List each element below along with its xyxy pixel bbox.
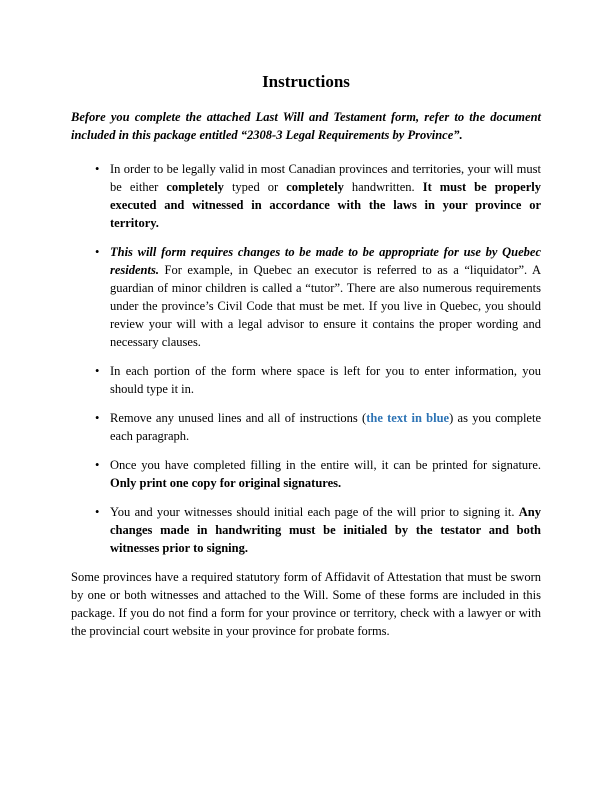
list-item-text	[110, 458, 541, 490]
list-item-text	[110, 245, 541, 349]
page-title: Instructions	[262, 72, 350, 91]
text-run: typed or	[223, 180, 287, 194]
text-run: completely	[166, 180, 224, 194]
closing-paragraph	[71, 568, 541, 640]
bullet-icon: •	[95, 245, 100, 259]
list-item-text	[110, 411, 541, 443]
bullet-icon: •	[95, 162, 100, 176]
text-run: Before you complete the attached Last Will and Testament form, refer to the document included in this package entitled “2308-3 Legal Requirements by Province”.	[71, 110, 541, 142]
text-run: This will form requires changes to be made to be appropriate for use by Quebec residents.	[110, 245, 541, 277]
text-run: It must be properly executed and witnessed in accordance with the laws in your province or territory.	[110, 180, 542, 230]
list-item-initial-pages	[71, 503, 541, 557]
text-run: the text in blue	[366, 411, 450, 425]
list-item-print-copy	[71, 456, 541, 492]
text-run: Once you have completed filling in the entire will, it can be printed for signature.	[110, 458, 541, 472]
text-run: handwritten.	[343, 180, 423, 194]
list-item-text	[110, 364, 541, 396]
text-run: In order to be legally valid in most Canadian provinces and territories, your will must be either	[110, 162, 541, 194]
text-run: Some provinces have a required statutory form of Affidavit of Attestation that must be sworn by one or both witnesses and attached to the Will. Some of these forms are included in this package. If you do not find a form for your province or territory, check with a lawyer or with the provincial court website in your province for probate forms.	[71, 570, 541, 638]
list-item-text	[110, 162, 541, 230]
text-run: completely	[286, 180, 344, 194]
text-run: Any changes made in handwriting must be initialed by the testator and both witnesses prior to signing.	[110, 505, 541, 555]
bullet-icon: •	[95, 458, 100, 472]
list-item-valid-will	[71, 160, 541, 232]
text-run: Only print one copy for original signatures.	[110, 476, 342, 490]
list-item-type-info	[71, 362, 541, 398]
text-run: In each portion of the form where space is left for you to enter information, you should type it in.	[110, 364, 541, 396]
bullet-icon: •	[95, 411, 100, 425]
text-run: You and your witnesses should initial each page of the will prior to signing it.	[110, 505, 519, 519]
instruction-list	[71, 160, 541, 557]
text-run: Remove any unused lines and all of instructions (	[110, 411, 367, 425]
bullet-icon: •	[95, 505, 100, 519]
intro-paragraph	[71, 108, 541, 144]
list-item-text	[110, 505, 541, 555]
bullet-icon: •	[95, 364, 100, 378]
text-run: ) as you complete each paragraph.	[110, 411, 542, 443]
list-item-quebec	[71, 243, 541, 351]
list-item-remove-lines	[71, 409, 541, 445]
text-run: For example, in Quebec an executor is referred to as a “liquidator”. A guardian of minor children is called a “tutor”. There are also numerous requirements under the province’s Civil Code that must be met. If you live in Quebec, you should review your will with a legal advisor to ensure it contains the proper wording and necessary clauses.	[110, 263, 541, 349]
